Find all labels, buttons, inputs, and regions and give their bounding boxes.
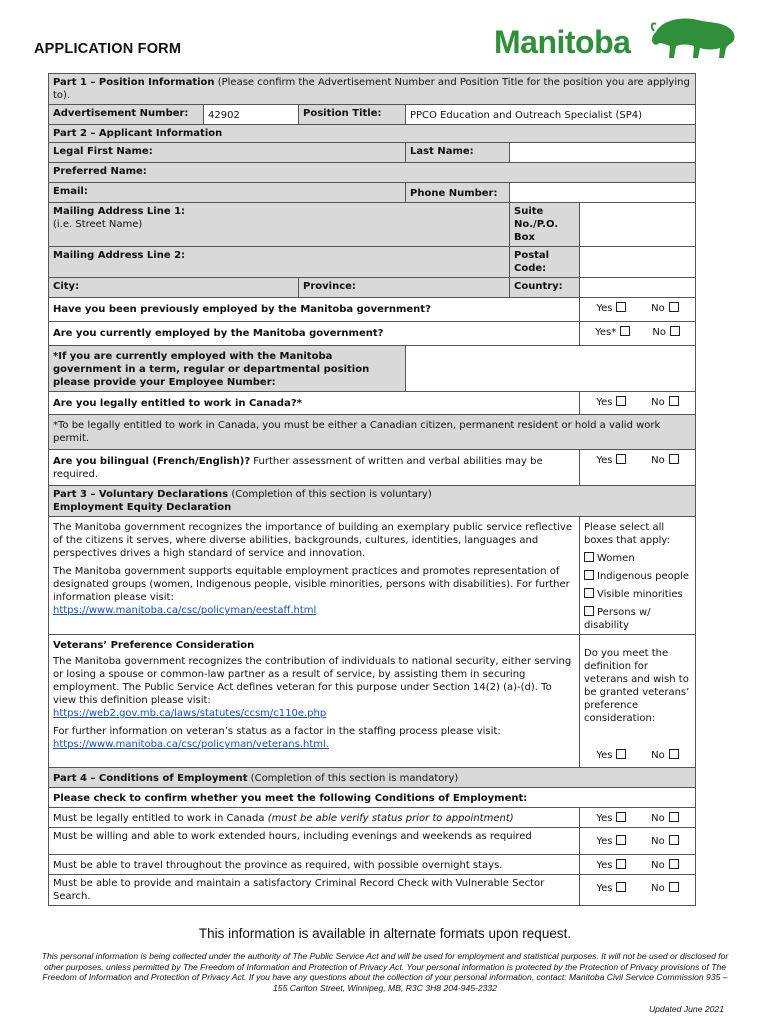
bison-icon [648,14,740,62]
yes-label: Yes [596,455,613,466]
position-title-field[interactable]: PPCO Education and Outreach Specialist (SP4) [406,105,696,125]
curr-employed-no[interactable] [652,326,680,339]
equity-text-cell [49,517,580,635]
no-label: No [652,327,666,338]
option-label: Visible minorities [597,589,683,600]
logo-wordmark: Manitoba [494,24,631,60]
no-label: No [651,750,665,761]
legal-note: *To be legally entitled to work in Canada, you must be either a Canadian citizen, permanent resident or hold a valid work permit. [49,415,696,450]
legally-entitled-no[interactable] [651,396,679,409]
legally-entitled-row [49,392,696,415]
last-name-label: Last Name: [406,143,510,163]
curr-employed-question: Are you currently employed by the Manitoba government? [49,322,580,346]
checkbox[interactable] [669,835,679,845]
yes-label: Yes* [595,327,617,338]
prev-employed-answers [580,298,696,322]
checkbox[interactable] [669,882,679,892]
privacy-notice: This personal information is being collected under the authority of The Public Service Act and will be used for employment and statistical purposes. It will not be used or disclosed for other purposes, unless permitted by The Freedom of Information and Protection of Privacy Act. Your personal information is protected by the Protection of Privacy provisions of The Freedom of Information and Protection of Privacy Act. If you have any questions about the collection of your personal information, contact: Manitoba Civil Service Commission 935 – 155 Carlton Street, Winnipeg, MB, R3C 3H8 204-945-2332 [41,951,729,993]
employee-number-field[interactable] [406,346,696,392]
condition-1-text: Must be legally entitled to work in Canada [53,813,268,824]
yes-label: Yes [596,836,613,847]
postal-field[interactable] [580,247,696,278]
bilingual-question: Are you bilingual (French/English)? [53,456,251,467]
part4-instruction-row [49,788,696,808]
legal-note-row [49,415,696,450]
country-label: Country: [510,278,580,298]
address1-label: Mailing Address Line 1: [53,206,186,217]
equity-heading: Employment Equity Declaration [53,502,232,513]
form-title: APPLICATION FORM [34,41,182,57]
no-label: No [651,397,665,408]
part4-instruction: Please check to confirm whether you meet the following Conditions of Employment: [49,788,696,808]
part2-heading: Part 2 – Applicant Information [49,125,696,143]
checkbox[interactable] [616,835,626,845]
preferred-name-label: Preferred Name: [49,163,696,183]
option-label: Indigenous people [597,571,689,582]
legal-first-name-label: Legal First Name: [49,143,406,163]
checkbox[interactable] [616,812,626,822]
part4-header-cell [49,768,696,788]
prev-employed-question: Have you been previously employed by the Manitoba government? [49,298,580,322]
bilingual-yes[interactable] [596,454,626,467]
suite-field[interactable] [580,203,696,247]
bilingual-row [49,450,696,486]
condition-row-4 [49,875,696,906]
checkbox[interactable] [669,396,679,406]
checkbox[interactable] [616,859,626,869]
part3-header-cell [49,486,696,517]
condition-4-yes[interactable] [596,882,626,895]
curr-employed-row [49,322,696,346]
checkbox[interactable] [584,570,594,580]
checkbox[interactable] [669,302,679,312]
suite-label: Suite No./P.O. Box [510,203,580,247]
no-label: No [651,860,665,871]
prev-employed-yes[interactable] [596,302,626,315]
checkbox[interactable] [616,749,626,759]
checkbox[interactable] [669,859,679,869]
condition-4-answers [580,875,696,906]
manitoba-logo [494,14,740,64]
condition-1-italic: (must be able verify status prior to appointment) [267,813,514,824]
country-field[interactable] [580,278,696,298]
phone-field[interactable] [510,183,696,203]
no-label: No [651,836,665,847]
part1-heading: Part 1 – Position Information [53,77,215,88]
city-label: City: [49,278,299,298]
condition-2-no[interactable] [651,835,679,848]
curr-employed-yes[interactable] [595,326,630,339]
condition-2-text: Must be willing and able to work extended hours, including evenings and weekends as required [49,828,580,855]
last-name-field[interactable] [510,143,696,163]
part1-note: (Please confirm the Advertisement Number and Position Title for the position you are applying to). [53,77,690,101]
legally-entitled-answers [580,392,696,415]
alternate-formats-note: This information is available in alternate formats upon request. [198,926,572,941]
ad-number-label: Advertisement Number: [49,105,204,125]
address1-row [49,203,696,247]
no-label: No [651,455,665,466]
veterans-question: Do you meet the definition for veterans and wish to be granted veterans’ preference consideration: [584,648,690,724]
option-label: Persons w/ disability [584,607,651,631]
bilingual-cell [49,450,580,486]
condition-4-text: Must be able to provide and maintain a satisfactory Criminal Record Check with Vulnerable Sector Search. [49,875,580,906]
checkbox[interactable] [670,326,680,336]
city-row [49,278,696,298]
postal-label: Postal Code: [510,247,580,278]
email-row [49,183,696,203]
equity-options-cell [580,517,696,635]
application-table [48,73,696,906]
updated-date: Updated June 2021 [648,1004,724,1014]
veterans-row [49,635,696,768]
option-disability[interactable] [584,606,691,632]
employee-number-note: *If you are currently employed with the Manitoba government in a term, regular or departmental position please provide your Employee Number: [49,346,406,392]
no-label: No [651,883,665,894]
part3-note: (Completion of this section is voluntary) [228,489,432,500]
condition-row-2 [49,828,696,855]
checkbox[interactable] [616,396,626,406]
condition-3-text: Must be able to travel throughout the province as required, with possible overnight stays. [49,855,580,875]
veterans-link-2[interactable]: https://www.manitoba.ca/csc/policyman/veterans.html. [53,739,329,750]
bilingual-answers [580,450,696,486]
preferred-name-row [49,163,696,183]
equity-link[interactable]: https://www.manitoba.ca/csc/policyman/eestaff.html [53,605,317,616]
prev-employed-row [49,298,696,322]
no-label: No [651,303,665,314]
condition-4-no[interactable] [651,882,679,895]
condition-row-3 [49,855,696,875]
legally-entitled-question: Are you legally entitled to work in Canada?* [49,392,580,415]
equity-paragraph-2: The Manitoba government supports equitable employment practices and promotes representation of designated groups (women, Indigenous people, visible minorities, persons with disabilities). For further information please visit: [53,566,570,603]
condition-3-no[interactable] [651,859,679,872]
checkbox[interactable] [616,454,626,464]
yes-label: Yes [596,883,613,894]
part1-header-row [49,74,696,105]
equity-row [49,517,696,635]
address2-row [49,247,696,278]
employee-number-row [49,346,696,392]
prev-employed-no[interactable] [651,302,679,315]
bilingual-note: Further assessment of written and verbal abilities may be required. [53,456,543,480]
checkbox[interactable] [669,454,679,464]
condition-3-answers [580,855,696,875]
yes-label: Yes [596,750,613,761]
address2-label: Mailing Address Line 2: [49,247,510,278]
checkbox[interactable] [616,302,626,312]
condition-1-yes[interactable] [596,812,626,825]
part1-fields-row [49,105,696,125]
veterans-yes[interactable] [596,749,626,762]
part3-heading: Part 3 – Voluntary Declarations [53,489,229,500]
province-label: Province: [299,278,510,298]
checkbox[interactable] [584,552,594,562]
part4-heading: Part 4 – Conditions of Employment [53,773,248,784]
part4-note: (Completion of this section is mandatory) [247,773,459,784]
checkbox[interactable] [616,882,626,892]
no-label: No [651,813,665,824]
name-row [49,143,696,163]
veterans-no[interactable] [651,749,679,762]
option-label: Women [597,553,635,564]
position-title-label: Position Title: [299,105,406,125]
condition-1-cell [49,808,580,828]
bilingual-no[interactable] [651,454,679,467]
yes-label: Yes [596,813,613,824]
ad-number-field[interactable]: 42902 [204,105,299,125]
email-label: Email: [49,183,406,203]
veterans-heading: Veterans’ Preference Consideration [53,640,255,651]
condition-2-yes[interactable] [596,835,626,848]
veterans-paragraph-1: The Manitoba government recognizes the contribution of individuals to national security, either serving or losing a spouse or common-law partner as a result of service, by assisting them in securing employment. The Public Service Act defines veteran for this purpose under Section 14(2) (a)-(d). To view this definition please visit: [53,656,572,706]
legally-entitled-yes[interactable] [596,396,626,409]
veterans-text-cell [49,635,580,768]
option-indigenous[interactable] [584,570,691,583]
checkbox[interactable] [584,606,594,616]
yes-label: Yes [596,860,613,871]
condition-row-1 [49,808,696,828]
veterans-question-cell [580,635,696,768]
part3-header-row [49,486,696,517]
condition-2-answers [580,828,696,855]
condition-1-no[interactable] [651,812,679,825]
veterans-paragraph-2: For further information on veteran’s status as a factor in the staffing process please visit: [53,726,501,737]
phone-label: Phone Number: [406,183,510,203]
veterans-link-1[interactable]: https://web2.gov.mb.ca/laws/statutes/ccsm/c110e.php [53,708,327,719]
option-women[interactable] [584,552,691,565]
part2-header-row [49,125,696,143]
condition-1-answers [580,808,696,828]
part4-header-row [49,768,696,788]
yes-label: Yes [596,397,613,408]
checkbox[interactable] [669,749,679,759]
address1-cell [49,203,510,247]
curr-employed-answers [580,322,696,346]
equity-paragraph-1: The Manitoba government recognizes the importance of building an exemplary public service reflective of the citizens it serves, where diverse abilities, backgrounds, cultures, identities, languages and perspectives drives a high standard of service and innovation. [53,522,572,559]
checkbox[interactable] [584,588,594,598]
yes-label: Yes [596,303,613,314]
option-visible-minorities[interactable] [584,588,691,601]
checkbox[interactable] [620,326,630,336]
address1-hint: (i.e. Street Name) [53,219,143,230]
condition-3-yes[interactable] [596,859,626,872]
select-prompt: Please select all boxes that apply: [584,522,670,546]
checkbox[interactable] [669,812,679,822]
